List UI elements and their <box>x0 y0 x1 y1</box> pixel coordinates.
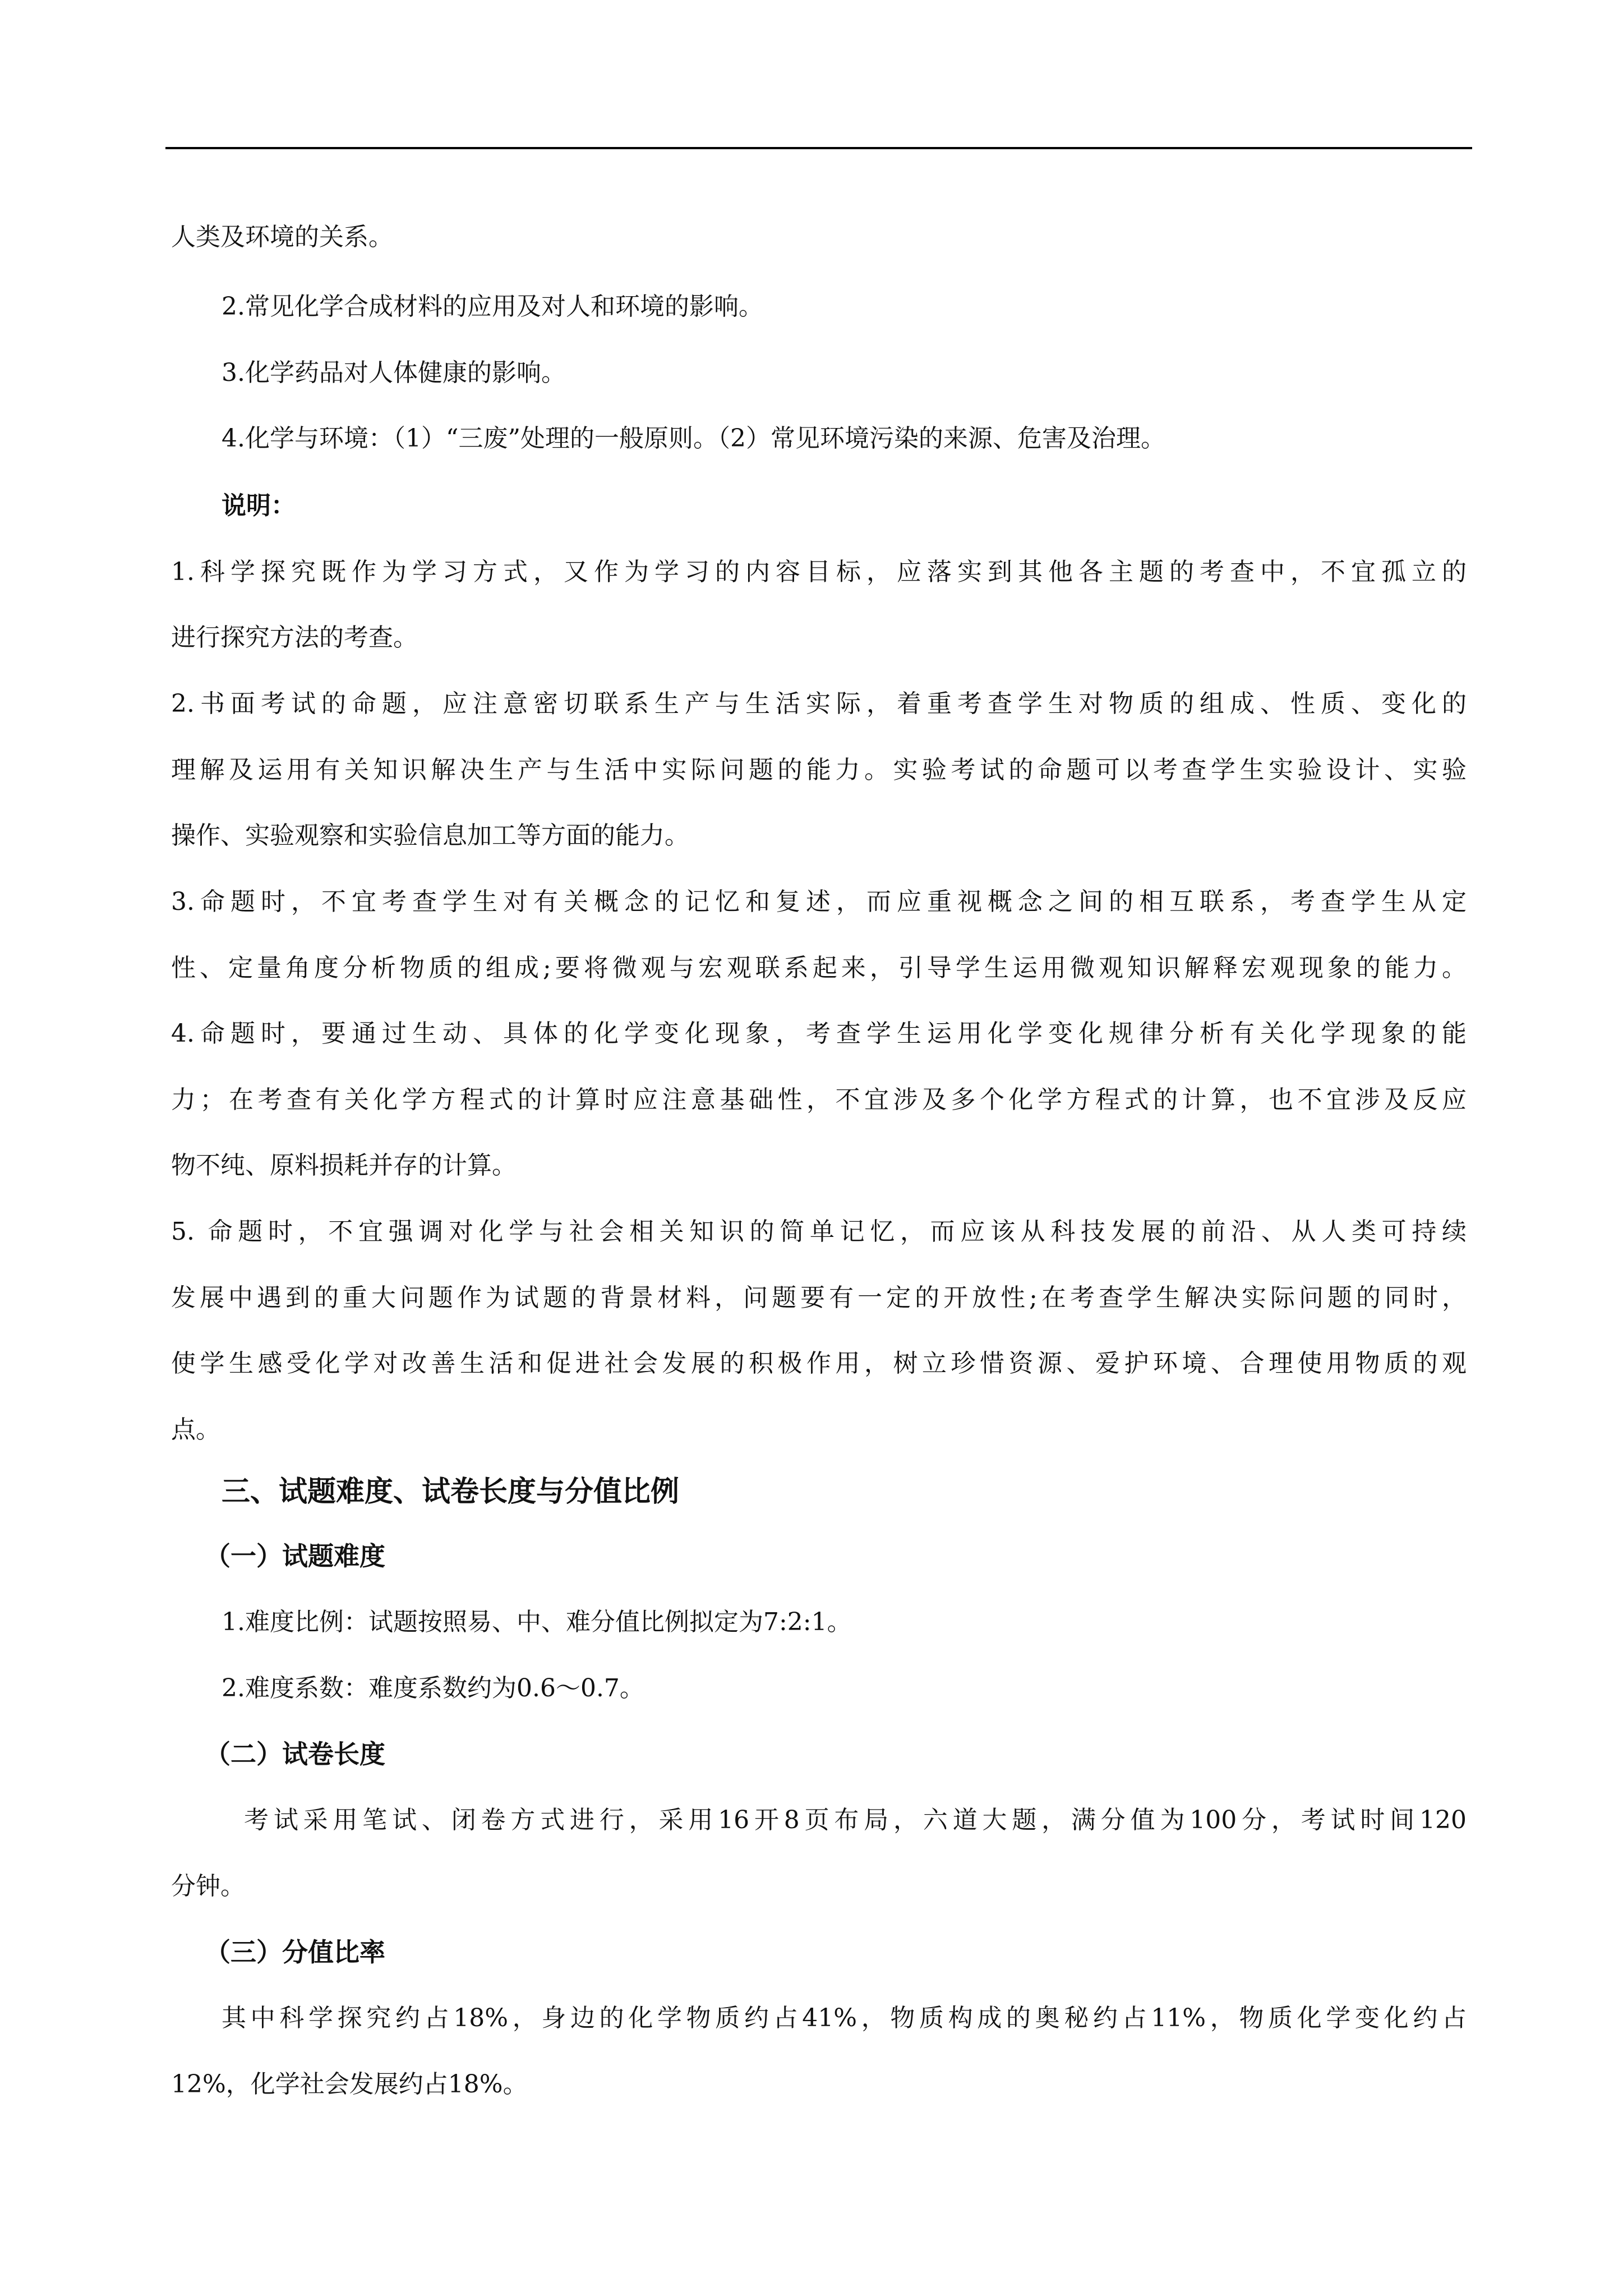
note-1-line: 进行探究方法的考查。 <box>171 623 418 652</box>
paragraph-line: 12%，化学社会发展约占18%。 <box>171 2070 528 2099</box>
note-5-line: 发展中遇到的重大问题作为试题的背景材料，问题要有一定的开放性;在考查学生解决实际问题的同时， <box>171 1283 1467 1312</box>
note-2-line: 2.书面考试的命题，应注意密切联系生产与生活实际，着重考查学生对物质的组成、性质、变化的 <box>171 689 1467 718</box>
list-item: 1.难度比例：试题按照易、中、难分值比例拟定为7:2:1。 <box>222 1608 852 1636</box>
note-4-line: 力；在考查有关化学方程式的计算时应注意基础性，不宜涉及多个化学方程式的计算，也不宜涉及反应 <box>171 1085 1467 1114</box>
note-3-line: 性、定量角度分析物质的组成;要将微观与宏观联系起来，引导学生运用微观知识解释宏观现象的能力。 <box>171 954 1467 982</box>
note-5-line: 5. 命题时，不宜强调对化学与社会相关知识的简单记忆，而应该从科技发展的前沿、从人类可持续 <box>171 1217 1467 1246</box>
paragraph-line: 考试采用笔试、闭卷方式进行，采用16开8页布局，六道大题，满分值为100分，考试时间120 <box>244 1806 1467 1834</box>
section-heading: 三、试题难度、试卷长度与分值比例 <box>222 1475 680 1508</box>
note-4-line: 4.命题时，要通过生动、具体的化学变化现象，考查学生运用化学变化规律分析有关化学现象的能 <box>171 1019 1467 1048</box>
note-2-line: 理解及运用有关知识解决生产与生活中实际问题的能力。实验考试的命题可以考查学生实验设计、实验 <box>171 756 1467 784</box>
subsection-heading-length: （二）试卷长度 <box>205 1739 385 1769</box>
note-5-line: 使学生感受化学对改善生活和促进社会发展的积极作用，树立珍惜资源、爱护环境、合理使用物质的观 <box>171 1349 1467 1378</box>
paragraph-line: 人类及环境的关系。 <box>171 223 393 251</box>
list-item: 2.常见化学合成材料的应用及对人和环境的影响。 <box>222 292 763 321</box>
list-item: 3.化学药品对人体健康的影响。 <box>222 358 566 387</box>
note-1-line: 1.科学探究既作为学习方式，又作为学习的内容目标，应落实到其他各主题的考查中，不宜孤立的 <box>171 558 1467 586</box>
note-3-line: 3.命题时，不宜考查学生对有关概念的记忆和复述，而应重视概念之间的相互联系，考查学生从定 <box>171 887 1467 916</box>
paragraph-line: 其中科学探究约占18%，身边的化学物质约占41%，物质构成的奥秘约占11%，物质化学变化约占 <box>222 2004 1467 2032</box>
subsection-heading-score-ratio: （三）分值比率 <box>205 1937 385 1967</box>
list-item: 2.难度系数：难度系数约为0.6～0.7。 <box>222 1674 644 1703</box>
notes-label: 说明： <box>222 491 296 520</box>
header-rule <box>165 147 1472 149</box>
list-item: 4.化学与环境：（1）“三废”处理的一般原则。（2）常见环境污染的来源、危害及治理。 <box>222 424 1165 453</box>
note-2-line: 操作、实验观察和实验信息加工等方面的能力。 <box>171 821 689 850</box>
subsection-heading-difficulty: （一）试题难度 <box>205 1541 385 1571</box>
note-5-line: 点。 <box>171 1415 220 1444</box>
paragraph-line: 分钟。 <box>171 1872 245 1901</box>
note-4-line: 物不纯、原料损耗并存的计算。 <box>171 1151 517 1180</box>
